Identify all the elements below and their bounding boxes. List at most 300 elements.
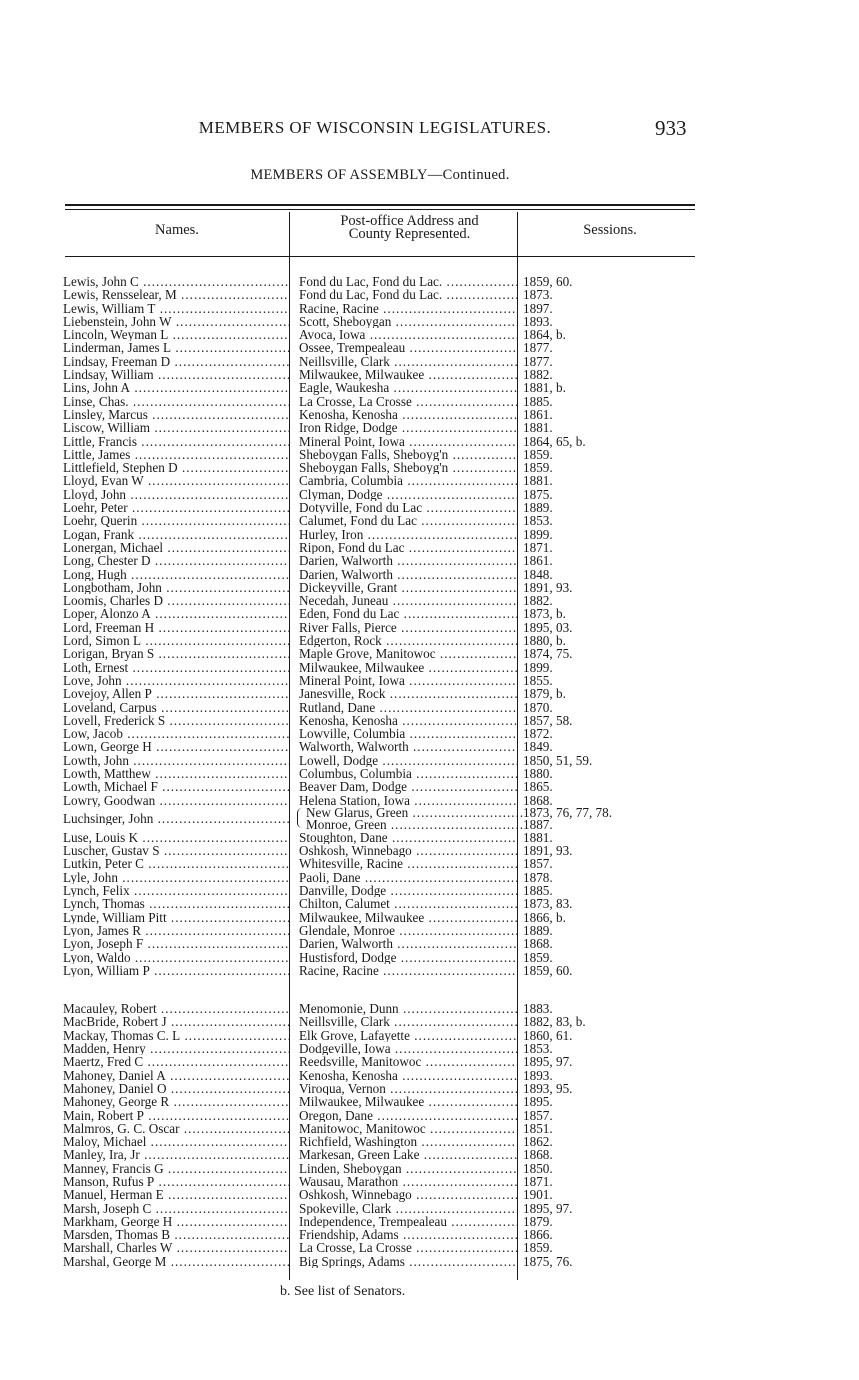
member-sessions-text: 1893. — [523, 314, 553, 329]
member-address-text: Whitesville, Racine — [299, 857, 403, 871]
leader-dots — [130, 448, 289, 461]
member-sessions — [523, 807, 663, 831]
table-row — [0, 568, 859, 581]
member-name — [63, 897, 289, 910]
leader-dots — [361, 871, 517, 884]
member-name — [63, 1002, 289, 1015]
leader-dots — [410, 794, 517, 807]
leader-dots — [388, 831, 517, 844]
table-row — [0, 1015, 859, 1028]
member-sessions-text: 1887. — [523, 816, 553, 831]
leader-dots — [424, 1095, 517, 1108]
member-name-text: Mahoney, Daniel O — [63, 1081, 167, 1096]
member-address — [299, 1228, 517, 1241]
member-sessions-text: 1873. — [523, 288, 553, 302]
member-address — [299, 1002, 517, 1015]
table-row — [0, 488, 859, 501]
member-address — [299, 302, 517, 315]
leader-dots — [170, 355, 289, 368]
member-address — [299, 754, 517, 767]
member-name — [63, 674, 289, 687]
leader-dots — [442, 275, 517, 288]
member-address — [299, 328, 517, 341]
member-name-text: Little, James — [63, 447, 131, 462]
member-sessions — [523, 674, 663, 687]
member-name-text: Lincoln, Weyman L — [63, 328, 169, 342]
member-name — [63, 1109, 289, 1122]
member-name — [63, 714, 289, 727]
member-sessions-text: 1859. — [523, 950, 553, 964]
member-name-text: Lins, John A — [63, 381, 131, 395]
leader-dots — [389, 381, 517, 394]
member-name-text: Maloy, Michael — [63, 1135, 147, 1149]
member-sessions — [523, 328, 663, 341]
member-name — [63, 634, 289, 647]
member-name-text: Marshall, Charles W — [63, 1241, 173, 1255]
member-sessions — [523, 1215, 663, 1228]
member-address-text: Darien, Walworth — [299, 554, 393, 568]
leader-dots — [146, 1042, 289, 1055]
member-address — [299, 794, 517, 807]
table-row — [0, 1082, 859, 1095]
member-name-text: Lowry, Goodwan — [63, 793, 156, 807]
member-sessions — [523, 767, 663, 780]
member-address-text: Helena Station, Iowa — [299, 793, 410, 807]
member-name-text: Macauley, Robert — [63, 1002, 157, 1016]
member-sessions-text: 1871. — [523, 1175, 553, 1189]
member-name-text: Lowth, John — [63, 753, 129, 767]
column-header-address: Post-office Address and County Represented. — [340, 213, 479, 242]
member-address — [299, 1202, 517, 1215]
member-sessions-text: 1881, b. — [523, 381, 566, 395]
leader-dots — [168, 328, 289, 341]
leader-dots — [134, 528, 289, 541]
leader-dots — [393, 568, 517, 581]
table-row — [0, 714, 859, 727]
table-row — [0, 661, 859, 674]
member-sessions-text: 1849. — [523, 740, 553, 754]
member-sessions — [523, 594, 663, 607]
page-number: 933 — [655, 116, 687, 140]
member-name-text: Lynch, Felix — [63, 884, 130, 898]
member-address-text: Kenosha, Kenosha — [299, 407, 398, 422]
member-address — [299, 581, 517, 594]
member-sessions-text: 1868. — [523, 937, 553, 951]
member-address — [299, 634, 517, 647]
leader-dots — [151, 767, 289, 780]
leader-dots — [164, 1188, 289, 1201]
leader-dots — [172, 1241, 289, 1254]
member-address — [299, 740, 517, 753]
table-row — [0, 1095, 859, 1108]
leader-dots — [163, 541, 289, 554]
member-address-text: Mineral Point, Iowa — [299, 434, 405, 448]
member-name — [63, 871, 289, 884]
member-address-text: Elk Grove, Lafayette — [299, 1028, 410, 1043]
member-address-text: Cambria, Columbia — [299, 474, 404, 488]
leader-dots — [378, 754, 517, 767]
member-name-text: MacBride, Robert J — [63, 1015, 167, 1029]
member-sessions-text: 1850. — [523, 1161, 553, 1175]
member-name — [63, 857, 289, 870]
table-row — [0, 951, 859, 964]
leader-dots — [127, 568, 289, 581]
leader-dots — [172, 315, 289, 328]
member-sessions — [523, 288, 663, 301]
member-name-text: Liscow, William — [63, 421, 151, 435]
member-name-text: Low, Jacob — [63, 727, 123, 741]
member-sessions-text: 1870. — [523, 700, 553, 714]
member-address — [299, 871, 517, 884]
member-name — [63, 501, 289, 514]
table-row — [0, 897, 859, 910]
member-sessions — [523, 1082, 663, 1095]
table-row — [0, 368, 859, 381]
member-name — [63, 767, 289, 780]
member-address — [299, 341, 517, 354]
leader-dots — [419, 1148, 517, 1161]
leader-dots — [393, 554, 517, 567]
table-row — [0, 740, 859, 753]
member-address — [299, 951, 517, 964]
table-row — [0, 514, 859, 527]
table-row — [0, 780, 859, 793]
member-sessions — [523, 871, 663, 884]
member-address — [299, 1082, 517, 1095]
table-row — [0, 911, 859, 924]
member-name — [63, 1188, 289, 1201]
member-name-text: Maertz, Fred C — [63, 1055, 144, 1069]
table-row — [0, 1109, 859, 1122]
member-sessions — [523, 275, 663, 288]
member-name-text: Loveland, Carpus — [63, 700, 157, 714]
table-row — [0, 501, 859, 514]
member-address — [299, 541, 517, 554]
member-sessions-text: 1871. — [523, 540, 553, 555]
leader-dots — [144, 1109, 289, 1122]
member-address-text: Stoughton, Dane — [299, 830, 388, 845]
member-address-text: Calumet, Fond du Lac — [299, 514, 417, 528]
leader-dots — [398, 714, 517, 727]
member-sessions — [523, 1015, 663, 1028]
leader-dots — [128, 661, 289, 674]
member-address-text: Sheboygan Falls, Sheboyg'n — [299, 461, 449, 475]
member-sessions — [523, 568, 663, 581]
member-name-text: Lloyd, John — [63, 487, 127, 502]
member-name — [63, 831, 289, 844]
table-row — [0, 1175, 859, 1188]
member-sessions — [523, 924, 663, 937]
member-address-text: Markesan, Green Lake — [299, 1148, 420, 1162]
member-address — [299, 461, 517, 474]
member-sessions-text: 1881. — [523, 830, 553, 845]
member-name-text: Lord, Simon L — [63, 634, 142, 648]
member-name-text: Longbotham, John — [63, 580, 162, 595]
member-address — [299, 1255, 517, 1268]
member-sessions — [523, 1055, 663, 1068]
member-address-text: Dodgeville, Iowa — [299, 1042, 391, 1056]
leader-dots — [386, 1082, 517, 1095]
member-address — [299, 964, 517, 977]
leader-dots — [154, 368, 289, 381]
leader-dots — [144, 857, 289, 870]
member-name — [63, 1162, 289, 1175]
table-row — [0, 554, 859, 567]
leader-dots — [390, 897, 517, 910]
leader-dots — [391, 1042, 517, 1055]
member-name — [63, 302, 289, 315]
member-sessions-text: 1857, 58. — [523, 713, 573, 728]
member-name — [63, 528, 289, 541]
member-name-text: Logan, Frank — [63, 527, 135, 541]
member-address-text: Rutland, Dane — [299, 700, 376, 714]
member-address-text: Scott, Sheboygan — [299, 314, 392, 329]
table-row — [0, 831, 859, 844]
member-name — [63, 488, 289, 501]
table-row — [0, 1202, 859, 1215]
member-name-text: Malmros, G. C. Oscar — [63, 1121, 180, 1136]
leader-dots — [155, 302, 289, 315]
leader-dots — [141, 924, 289, 937]
member-name — [63, 514, 289, 527]
member-address — [299, 1055, 517, 1068]
leader-dots — [421, 1055, 517, 1068]
member-name — [63, 621, 289, 634]
table-row — [0, 767, 859, 780]
leader-dots — [405, 541, 518, 554]
member-address — [299, 395, 517, 408]
member-sessions-text: 1872. — [523, 727, 553, 741]
leader-dots — [405, 674, 517, 687]
table-row — [0, 381, 859, 394]
table-row — [0, 1002, 859, 1015]
member-name — [63, 1215, 289, 1228]
member-sessions — [523, 1029, 663, 1042]
leader-dots — [146, 1135, 289, 1148]
member-sessions — [523, 435, 663, 448]
member-name — [63, 844, 289, 857]
member-sessions-text: 1880, b. — [523, 634, 566, 648]
leader-dots — [405, 435, 517, 448]
member-address-text: Eagle, Waukesha — [299, 381, 390, 395]
leader-dots — [151, 554, 289, 567]
member-address — [299, 911, 517, 924]
member-address — [299, 727, 517, 740]
member-name — [63, 315, 289, 328]
member-sessions — [523, 607, 663, 620]
member-name — [63, 740, 289, 753]
member-sessions-text: 1851. — [523, 1121, 553, 1136]
member-name — [63, 1241, 289, 1254]
table-row — [0, 1029, 859, 1042]
footnote: b. See list of Senators. — [280, 1284, 406, 1299]
member-address — [299, 1095, 517, 1108]
member-name — [63, 607, 289, 620]
member-address — [299, 884, 517, 897]
member-sessions — [523, 701, 663, 714]
member-address — [299, 1122, 517, 1135]
member-address-text: Dickeyville, Grant — [299, 580, 398, 595]
member-name — [63, 1175, 289, 1188]
member-address-text: La Crosse, La Crosse — [299, 394, 412, 408]
member-sessions — [523, 1069, 663, 1082]
member-name-text: Luscher, Gustav S — [63, 844, 160, 858]
member-sessions-text: 1875. — [523, 487, 553, 502]
leader-dots — [153, 812, 289, 825]
member-address — [299, 687, 517, 700]
member-name-text: Lyon, Joseph F — [63, 937, 144, 951]
leader-dots — [170, 1228, 289, 1241]
member-name — [63, 1082, 289, 1095]
member-sessions — [523, 897, 663, 910]
member-address-text: Mineral Point, Iowa — [299, 673, 405, 688]
leader-dots — [144, 474, 289, 487]
member-name — [63, 328, 289, 341]
member-name-text: Lord, Freeman H — [63, 620, 155, 635]
member-address — [299, 355, 517, 368]
member-sessions — [523, 1109, 663, 1122]
member-sessions — [523, 448, 663, 461]
table-row — [0, 408, 859, 421]
member-name — [63, 1135, 289, 1148]
member-address-text: Chilton, Calumet — [299, 897, 390, 911]
member-name-text: Lowth, Matthew — [63, 766, 151, 781]
member-address — [299, 594, 517, 607]
member-name-text: Lovell, Frederick S — [63, 713, 166, 728]
leader-dots — [412, 1241, 517, 1254]
member-address — [299, 844, 517, 857]
member-sessions — [523, 740, 663, 753]
member-sessions-text: 1895, 97. — [523, 1055, 573, 1069]
member-sessions — [523, 381, 663, 394]
member-address-text: Big Springs, Adams — [299, 1254, 405, 1269]
member-name-text: Manney, Francis G — [63, 1161, 164, 1175]
member-sessions-text: 1855. — [523, 673, 553, 688]
member-sessions — [523, 951, 663, 964]
member-name-text: Loth, Ernest — [63, 660, 129, 674]
leader-dots — [154, 621, 289, 634]
member-name — [63, 1042, 289, 1055]
member-sessions-text: 1866. — [523, 1228, 553, 1242]
member-sessions — [523, 341, 663, 354]
leader-dots — [165, 714, 289, 727]
member-address — [299, 924, 517, 937]
leader-dots — [447, 1215, 517, 1228]
member-address-text: Milwaukee, Milwaukee — [299, 910, 425, 924]
member-name — [63, 951, 289, 964]
leader-dots — [442, 288, 517, 301]
member-sessions — [523, 1255, 663, 1268]
member-sessions-text: 1861. — [523, 554, 553, 568]
member-address — [299, 1029, 517, 1042]
member-sessions — [523, 844, 663, 857]
column-header-rule — [65, 256, 695, 257]
table-row — [0, 1241, 859, 1254]
member-sessions — [523, 408, 663, 421]
leader-dots — [129, 395, 289, 408]
member-address — [299, 568, 517, 581]
member-sessions-text: 1853. — [523, 1042, 553, 1056]
member-name-text: Lowth, Michael F — [63, 780, 158, 794]
member-sessions — [523, 1148, 663, 1161]
member-sessions-text: 1862. — [523, 1135, 553, 1149]
leader-dots — [398, 421, 517, 434]
member-address-text: Racine, Racine — [299, 301, 379, 315]
member-name — [63, 554, 289, 567]
table-row — [0, 461, 859, 474]
table-row — [0, 528, 859, 541]
member-name — [63, 911, 289, 924]
member-address-text: Milwaukee, Milwaukee — [299, 1095, 425, 1109]
member-address-text: La Crosse, La Crosse — [299, 1241, 412, 1255]
member-sessions-text: 1882, 83, b. — [523, 1015, 586, 1029]
member-sessions-text: 1866, b. — [523, 910, 566, 924]
member-name — [63, 408, 289, 421]
table-row — [0, 1162, 859, 1175]
member-address-text: Walworth, Walworth — [299, 740, 409, 754]
table-row — [0, 328, 859, 341]
leader-dots — [160, 844, 289, 857]
member-name — [63, 381, 289, 394]
member-name-text: Lindsay, William — [63, 368, 154, 382]
leader-dots — [139, 275, 289, 288]
table-row — [0, 807, 859, 831]
leader-dots — [162, 581, 289, 594]
member-sessions — [523, 421, 663, 434]
member-address-text: Lowville, Columbia — [299, 727, 406, 741]
table-row — [0, 581, 859, 594]
running-header-title: MEMBERS OF WISCONSIN LEGISLATURES. — [198, 118, 552, 137]
member-name — [63, 780, 289, 793]
member-address-text: Columbus, Columbia — [299, 766, 412, 781]
member-address-text: Danville, Dodge — [299, 884, 387, 898]
table-row — [0, 647, 859, 660]
member-sessions — [523, 831, 663, 844]
member-name-text: Loehr, Querin — [63, 514, 138, 528]
table-row — [0, 727, 859, 740]
member-address-text: Janesville, Rock — [299, 687, 386, 701]
member-name-text: Marsden, Thomas B — [63, 1228, 171, 1242]
leader-dots — [399, 607, 517, 620]
leader-dots — [158, 780, 289, 793]
member-sessions-text: 1882. — [523, 368, 553, 382]
member-name — [63, 812, 289, 825]
member-sessions-text: 1860, 61. — [523, 1028, 573, 1043]
member-address — [299, 1215, 517, 1228]
member-sessions — [523, 911, 663, 924]
member-address — [299, 1015, 517, 1028]
member-name-text: Loehr, Peter — [63, 501, 128, 515]
member-sessions-text: 1864, 65, b. — [523, 434, 586, 448]
member-name — [63, 1228, 289, 1241]
member-sessions-text: 1873, 76, 77, 78. — [523, 806, 613, 820]
member-name-text: Little, Francis — [63, 434, 137, 448]
leader-dots — [151, 1202, 289, 1215]
member-sessions-text: 1857. — [523, 857, 553, 871]
table-row — [0, 701, 859, 714]
member-name-text: Lyon, James R — [63, 923, 142, 938]
member-name — [63, 794, 289, 807]
member-name-text: Lorigan, Bryan S — [63, 647, 155, 661]
member-name — [63, 568, 289, 581]
leader-dots — [403, 857, 517, 870]
table-row — [0, 315, 859, 328]
leader-dots — [154, 647, 289, 660]
member-address — [299, 514, 517, 527]
member-name — [63, 368, 289, 381]
leader-dots — [412, 767, 517, 780]
member-sessions-text: 1883. — [523, 1002, 553, 1016]
